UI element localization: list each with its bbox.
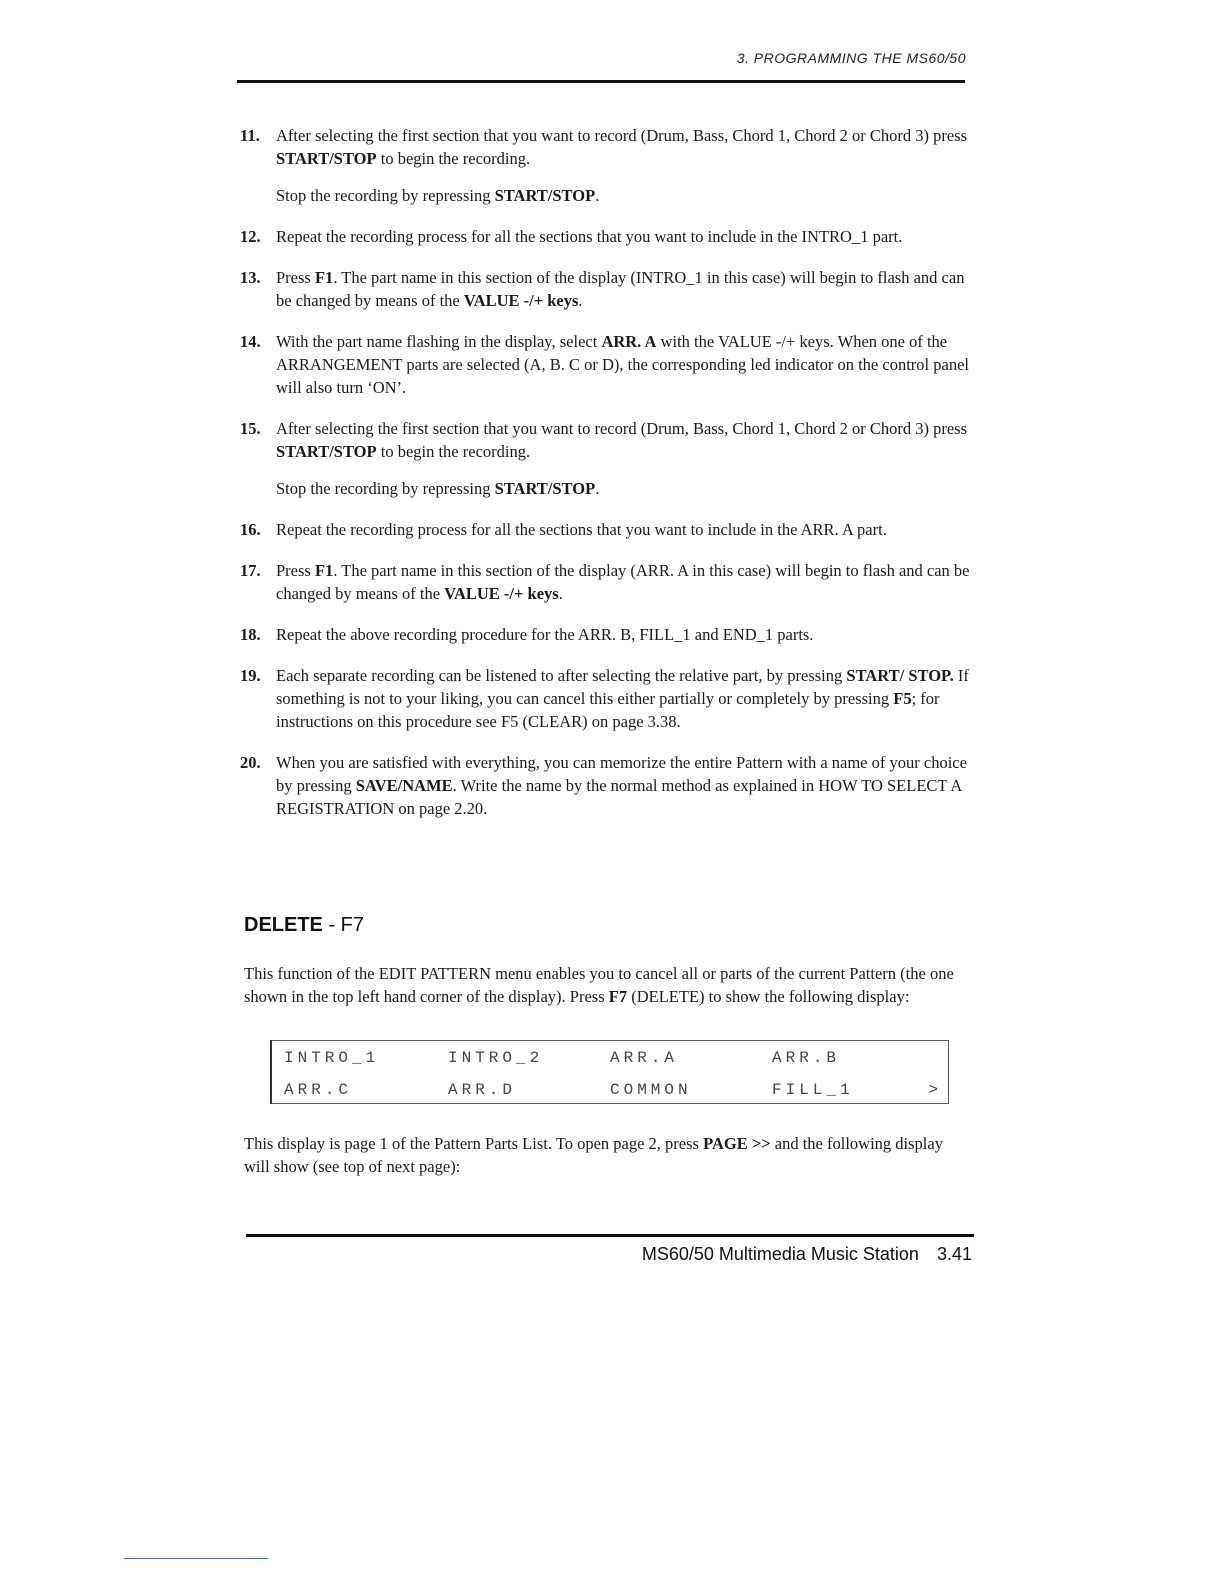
step-12 bbox=[240, 225, 970, 248]
step-15 bbox=[240, 417, 970, 500]
footer-rule bbox=[246, 1234, 974, 1237]
step-text: Repeat the recording process for all the sections that you want to include in the ARR. A part. bbox=[276, 520, 887, 539]
lcd-item: FILL_1 bbox=[772, 1081, 854, 1099]
step-number: 14. bbox=[240, 332, 261, 351]
lcd-item: ARR.D bbox=[448, 1081, 517, 1099]
procedure-steps bbox=[240, 124, 970, 838]
step-text: Press F1. The part name in this section of the display (ARR. A in this case) will begin to flash and can be changed by means of the VALUE -/+ keys. bbox=[276, 561, 970, 603]
step-followup: Stop the recording by repressing START/STOP. bbox=[276, 186, 600, 205]
step-number: 18. bbox=[240, 625, 261, 644]
step-number: 16. bbox=[240, 520, 261, 539]
lcd-item: INTRO_2 bbox=[448, 1049, 544, 1067]
running-header: 3. PROGRAMMING THE MS60/50 bbox=[736, 50, 966, 66]
step-number: 19. bbox=[240, 666, 261, 685]
page-note: This display is page 1 of the Pattern Parts List. To open page 2, press PAGE >> and the following display will show (see top of next page): bbox=[244, 1134, 943, 1176]
step-20 bbox=[240, 751, 970, 820]
step-text: When you are satisfied with everything, you can memorize the entire Pattern with a name of your choice by pressing SAVE/NAME. Write the name by the normal method as explained in HOW TO SELECT A REGISTRATION on page 2.20. bbox=[276, 753, 967, 818]
page-footer bbox=[642, 1244, 972, 1265]
lcd-item: ARR.A bbox=[610, 1049, 679, 1067]
step-text: Repeat the recording process for all the sections that you want to include in the INTRO_1 part. bbox=[276, 227, 903, 246]
lcd-item: ARR.C bbox=[284, 1081, 353, 1099]
section-heading: DELETE - F7 bbox=[244, 914, 365, 936]
step-16 bbox=[240, 518, 970, 541]
lcd-item: COMMON bbox=[610, 1081, 692, 1099]
step-text: Each separate recording can be listened to after selecting the relative part, by pressing START/ STOP. If something is not to your liking, you can cancel this either partially or completely by pressing F5; for instructions on this procedure see F5 (CLEAR) on page 3.38. bbox=[276, 666, 969, 731]
page-number: 3.41 bbox=[936, 1244, 972, 1264]
next-page-arrow-icon: > bbox=[928, 1081, 938, 1099]
lcd-item: ARR.B bbox=[772, 1049, 841, 1067]
step-text: Press F1. The part name in this section of the display (INTRO_1 in this case) will begin to flash and can be changed by means of the VALUE -/+ keys. bbox=[276, 268, 965, 310]
lcd-display bbox=[270, 1040, 949, 1104]
step-13 bbox=[240, 266, 970, 312]
step-number: 11. bbox=[240, 126, 260, 145]
step-14 bbox=[240, 330, 970, 399]
step-number: 13. bbox=[240, 268, 261, 287]
step-number: 20. bbox=[240, 753, 261, 772]
lcd-item: INTRO_1 bbox=[284, 1049, 380, 1067]
step-number: 15. bbox=[240, 419, 261, 438]
footnote-rule bbox=[124, 1558, 268, 1559]
header-rule bbox=[237, 80, 965, 83]
step-text: After selecting the first section that you want to record (Drum, Bass, Chord 1, Chord 2 or Chord 3) press START/STOP to begin the recording. bbox=[276, 126, 968, 168]
step-text: Repeat the above recording procedure for the ARR. B, FILL_1 and END_1 parts. bbox=[276, 625, 814, 644]
step-text: After selecting the first section that you want to record (Drum, Bass, Chord 1, Chord 2 or Chord 3) press START/STOP to begin the recording. bbox=[276, 419, 968, 461]
step-text: With the part name flashing in the display, select ARR. A with the VALUE -/+ keys. When one of the ARRANGEMENT parts are selected (A, B. C or D), the corresponding led indicator on the control panel will also turn ‘ON’. bbox=[276, 332, 969, 397]
step-11 bbox=[240, 124, 970, 207]
step-number: 17. bbox=[240, 561, 261, 580]
step-number: 12. bbox=[240, 227, 261, 246]
step-17 bbox=[240, 559, 970, 605]
step-19 bbox=[240, 664, 970, 733]
step-18 bbox=[240, 623, 970, 646]
step-followup: Stop the recording by repressing START/STOP. bbox=[276, 479, 600, 498]
section-intro: This function of the EDIT PATTERN menu enables you to cancel all or parts of the current Pattern (the one shown in the top left hand corner of the display). Press F7 (DELETE) to show the following display: bbox=[244, 964, 954, 1006]
footer-title: MS60/50 Multimedia Music Station bbox=[641, 1244, 919, 1264]
